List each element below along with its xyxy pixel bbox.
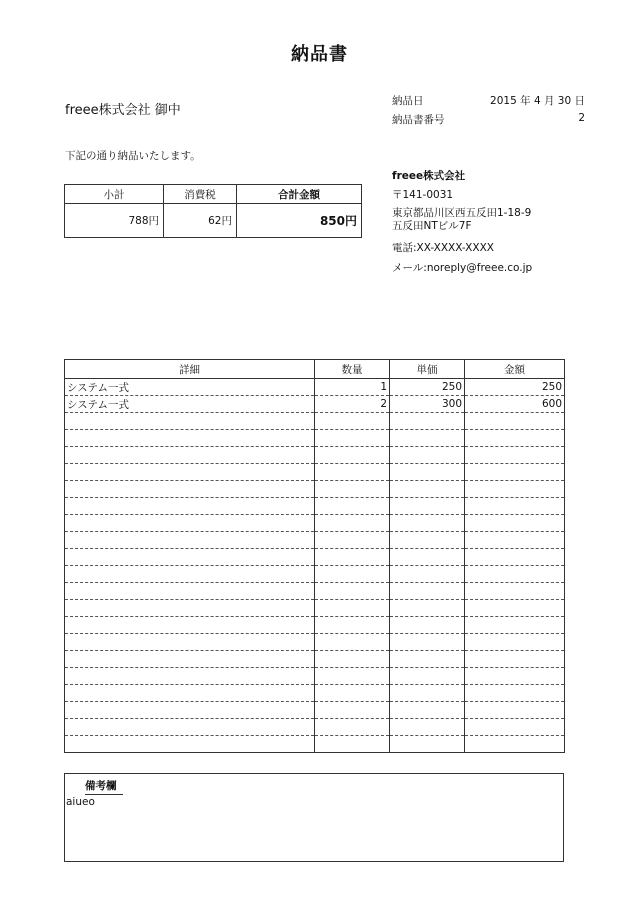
- sender-address-line2: 五反田NTビル7F: [392, 220, 472, 232]
- empty-cell: [315, 583, 390, 600]
- sender-postal-code: 〒141-0031: [392, 189, 454, 201]
- empty-cell: [465, 447, 565, 464]
- sender-email: メール:noreply@freee.co.jp: [392, 262, 533, 274]
- empty-cell: [465, 719, 565, 736]
- empty-cell: [65, 736, 315, 753]
- item-unit-price: 300: [390, 396, 465, 413]
- empty-row: [65, 447, 565, 464]
- empty-row: [65, 549, 565, 566]
- delivery-message: 下記の通り納品いたします。: [65, 150, 201, 162]
- empty-cell: [390, 702, 465, 719]
- empty-cell: [65, 668, 315, 685]
- empty-row: [65, 736, 565, 753]
- empty-cell: [315, 685, 390, 702]
- item-detail: システム一式: [65, 396, 315, 413]
- empty-cell: [465, 566, 565, 583]
- empty-row: [65, 481, 565, 498]
- empty-cell: [465, 430, 565, 447]
- empty-row: [65, 651, 565, 668]
- empty-row: [65, 719, 565, 736]
- empty-cell: [390, 481, 465, 498]
- empty-cell: [315, 736, 390, 753]
- delivery-number-value: 2: [578, 112, 585, 124]
- empty-cell: [390, 413, 465, 430]
- empty-cell: [65, 549, 315, 566]
- empty-cell: [65, 651, 315, 668]
- empty-cell: [390, 447, 465, 464]
- empty-cell: [65, 719, 315, 736]
- empty-row: [65, 515, 565, 532]
- empty-cell: [65, 532, 315, 549]
- summary-table: [64, 184, 362, 238]
- empty-cell: [65, 481, 315, 498]
- document-title: 納品書: [291, 44, 348, 65]
- empty-cell: [390, 549, 465, 566]
- empty-cell: [390, 515, 465, 532]
- empty-cell: [465, 617, 565, 634]
- empty-cell: [465, 736, 565, 753]
- empty-cell: [465, 600, 565, 617]
- empty-cell: [465, 702, 565, 719]
- empty-row: [65, 498, 565, 515]
- empty-row: [65, 532, 565, 549]
- detail-header: 詳細: [65, 360, 315, 379]
- delivery-number-label: 納品書番号: [392, 114, 445, 126]
- empty-cell: [315, 702, 390, 719]
- empty-cell: [315, 600, 390, 617]
- empty-cell: [315, 481, 390, 498]
- empty-cell: [315, 464, 390, 481]
- empty-row: [65, 668, 565, 685]
- item-quantity: 2: [315, 396, 390, 413]
- empty-cell: [465, 498, 565, 515]
- quantity-header: 数量: [315, 360, 390, 379]
- empty-cell: [65, 464, 315, 481]
- empty-row: [65, 583, 565, 600]
- amount-header: 金額: [465, 360, 565, 379]
- empty-cell: [315, 617, 390, 634]
- empty-cell: [465, 668, 565, 685]
- empty-cell: [390, 566, 465, 583]
- empty-cell: [315, 515, 390, 532]
- empty-cell: [390, 736, 465, 753]
- sender-company-name: freee株式会社: [392, 170, 466, 182]
- empty-cell: [390, 634, 465, 651]
- empty-cell: [465, 481, 565, 498]
- empty-cell: [65, 515, 315, 532]
- empty-cell: [390, 464, 465, 481]
- items-table: [64, 359, 565, 753]
- empty-cell: [315, 447, 390, 464]
- empty-cell: [390, 719, 465, 736]
- tax-header: 消費税: [164, 185, 237, 204]
- sender-phone: 電話:XX-XXXX-XXXX: [392, 242, 494, 254]
- empty-cell: [390, 600, 465, 617]
- item-amount: 600: [465, 396, 565, 413]
- item-detail: システム一式: [65, 379, 315, 396]
- empty-cell: [65, 600, 315, 617]
- sender-address-line1: 東京都品川区西五反田1-18-9: [392, 207, 532, 219]
- empty-cell: [65, 685, 315, 702]
- delivery-date-value: 2015 年 4 月 30 日: [490, 95, 585, 107]
- empty-cell: [65, 566, 315, 583]
- empty-cell: [465, 651, 565, 668]
- empty-cell: [465, 583, 565, 600]
- total-value: 850円: [237, 204, 362, 238]
- remarks-box: [64, 773, 564, 862]
- empty-row: [65, 685, 565, 702]
- subtotal-header: 小計: [65, 185, 164, 204]
- empty-row: [65, 430, 565, 447]
- empty-cell: [65, 498, 315, 515]
- empty-cell: [65, 634, 315, 651]
- empty-cell: [65, 702, 315, 719]
- empty-cell: [315, 668, 390, 685]
- empty-row: [65, 413, 565, 430]
- delivery-date-label: 納品日: [392, 95, 424, 107]
- empty-cell: [315, 651, 390, 668]
- empty-cell: [65, 447, 315, 464]
- table-row: [65, 396, 565, 413]
- empty-cell: [315, 413, 390, 430]
- subtotal-value: 788円: [65, 204, 164, 238]
- empty-cell: [465, 532, 565, 549]
- empty-cell: [465, 413, 565, 430]
- empty-cell: [390, 668, 465, 685]
- empty-cell: [390, 498, 465, 515]
- empty-cell: [65, 413, 315, 430]
- empty-cell: [315, 430, 390, 447]
- remarks-label: 備考欄: [85, 778, 123, 795]
- empty-cell: [65, 430, 315, 447]
- table-row: [65, 379, 565, 396]
- empty-cell: [390, 651, 465, 668]
- empty-row: [65, 566, 565, 583]
- empty-cell: [465, 549, 565, 566]
- item-quantity: 1: [315, 379, 390, 396]
- empty-cell: [65, 583, 315, 600]
- recipient-name: freee株式会社 御中: [65, 103, 181, 118]
- tax-value: 62円: [164, 204, 237, 238]
- empty-cell: [390, 532, 465, 549]
- item-unit-price: 250: [390, 379, 465, 396]
- empty-row: [65, 600, 565, 617]
- empty-row: [65, 464, 565, 481]
- empty-cell: [390, 617, 465, 634]
- item-amount: 250: [465, 379, 565, 396]
- empty-cell: [315, 634, 390, 651]
- empty-cell: [465, 464, 565, 481]
- empty-cell: [315, 566, 390, 583]
- empty-cell: [465, 515, 565, 532]
- empty-cell: [390, 430, 465, 447]
- empty-row: [65, 617, 565, 634]
- total-header: 合計金額: [237, 185, 362, 204]
- unit-price-header: 単価: [390, 360, 465, 379]
- empty-cell: [65, 617, 315, 634]
- empty-cell: [315, 498, 390, 515]
- empty-row: [65, 702, 565, 719]
- empty-row: [65, 634, 565, 651]
- empty-cell: [465, 685, 565, 702]
- empty-cell: [465, 634, 565, 651]
- remarks-text: aiueo: [66, 796, 95, 808]
- empty-cell: [315, 532, 390, 549]
- empty-cell: [390, 583, 465, 600]
- empty-cell: [390, 685, 465, 702]
- empty-cell: [315, 549, 390, 566]
- empty-cell: [315, 719, 390, 736]
